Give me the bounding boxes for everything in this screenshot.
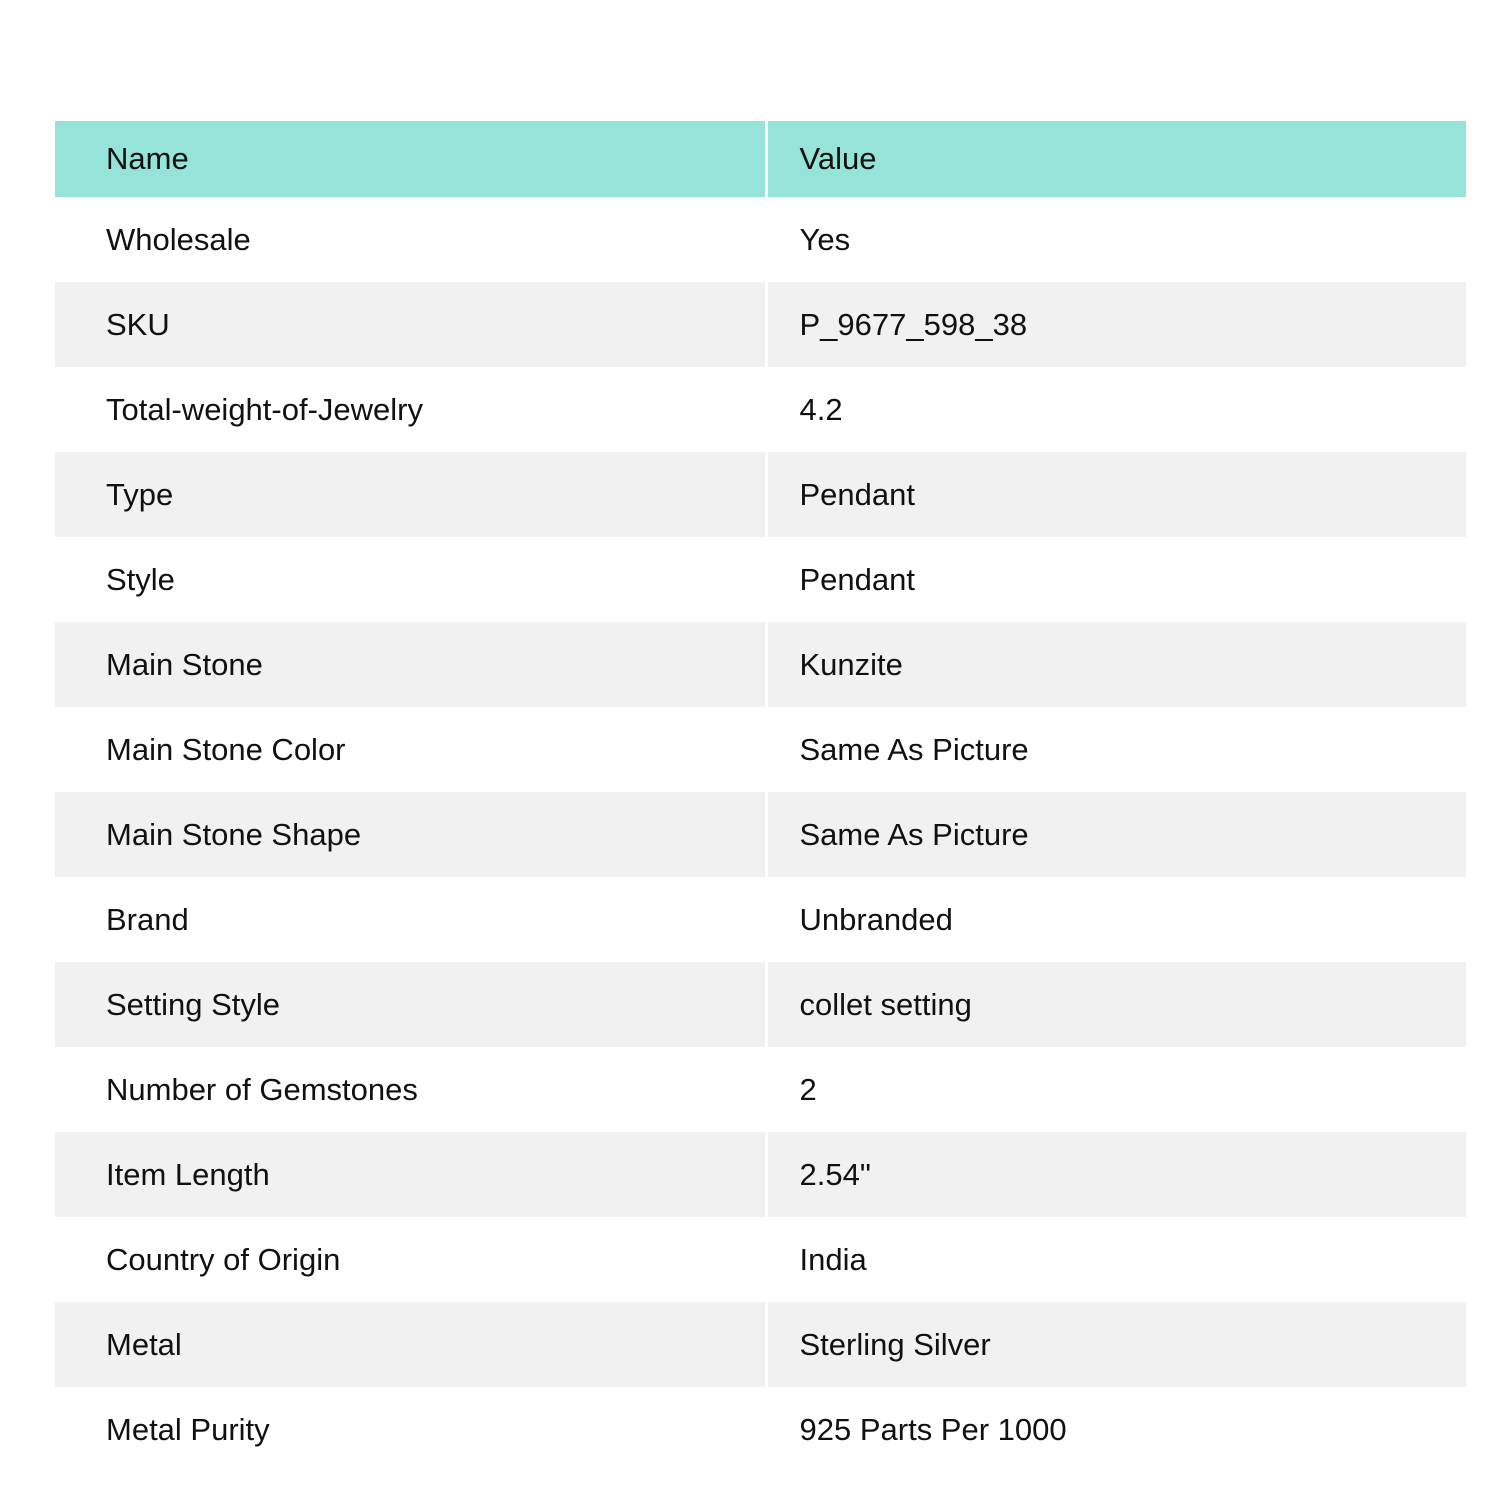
- row-value-cell: P_9677_598_38: [766, 282, 1466, 367]
- row-name-cell: Country of Origin: [55, 1217, 766, 1302]
- table-row: [55, 197, 1466, 282]
- table-row: [55, 1132, 1466, 1217]
- table-row: [55, 282, 1466, 367]
- table-row: [55, 367, 1466, 452]
- row-value-cell: Unbranded: [766, 877, 1466, 962]
- column-header-name: Name: [55, 121, 766, 197]
- table-row: [55, 452, 1466, 537]
- table-row: [55, 1047, 1466, 1132]
- row-name-cell: Metal Purity: [55, 1387, 766, 1472]
- row-name-cell: Number of Gemstones: [55, 1047, 766, 1132]
- row-value-cell: Pendant: [766, 537, 1466, 622]
- row-name-cell: Setting Style: [55, 962, 766, 1047]
- table-row: [55, 707, 1466, 792]
- table-row: [55, 1217, 1466, 1302]
- row-name-cell: Main Stone Shape: [55, 792, 766, 877]
- row-name-cell: Main Stone Color: [55, 707, 766, 792]
- row-value-cell: 925 Parts Per 1000: [766, 1387, 1466, 1472]
- specifications-table: [55, 121, 1466, 1472]
- row-value-cell: Kunzite: [766, 622, 1466, 707]
- row-name-cell: Main Stone: [55, 622, 766, 707]
- column-header-value: Value: [766, 121, 1466, 197]
- row-name-cell: Wholesale: [55, 197, 766, 282]
- row-value-cell: collet setting: [766, 962, 1466, 1047]
- table-row: [55, 537, 1466, 622]
- row-name-cell: Style: [55, 537, 766, 622]
- row-value-cell: Same As Picture: [766, 792, 1466, 877]
- row-name-cell: Total-weight-of-Jewelry: [55, 367, 766, 452]
- row-value-cell: Same As Picture: [766, 707, 1466, 792]
- row-value-cell: Yes: [766, 197, 1466, 282]
- table-row: [55, 877, 1466, 962]
- table-row: [55, 622, 1466, 707]
- table-row: [55, 962, 1466, 1047]
- table-row: [55, 1302, 1466, 1387]
- row-name-cell: SKU: [55, 282, 766, 367]
- header-row: [55, 121, 1466, 197]
- row-value-cell: 4.2: [766, 367, 1466, 452]
- table-body: [55, 197, 1466, 1472]
- row-value-cell: 2: [766, 1047, 1466, 1132]
- row-name-cell: Brand: [55, 877, 766, 962]
- row-value-cell: Sterling Silver: [766, 1302, 1466, 1387]
- table-row: [55, 1387, 1466, 1472]
- row-value-cell: Pendant: [766, 452, 1466, 537]
- row-value-cell: India: [766, 1217, 1466, 1302]
- row-name-cell: Type: [55, 452, 766, 537]
- row-value-cell: 2.54": [766, 1132, 1466, 1217]
- row-name-cell: Item Length: [55, 1132, 766, 1217]
- table-row: [55, 792, 1466, 877]
- row-name-cell: Metal: [55, 1302, 766, 1387]
- table-header: [55, 121, 1466, 197]
